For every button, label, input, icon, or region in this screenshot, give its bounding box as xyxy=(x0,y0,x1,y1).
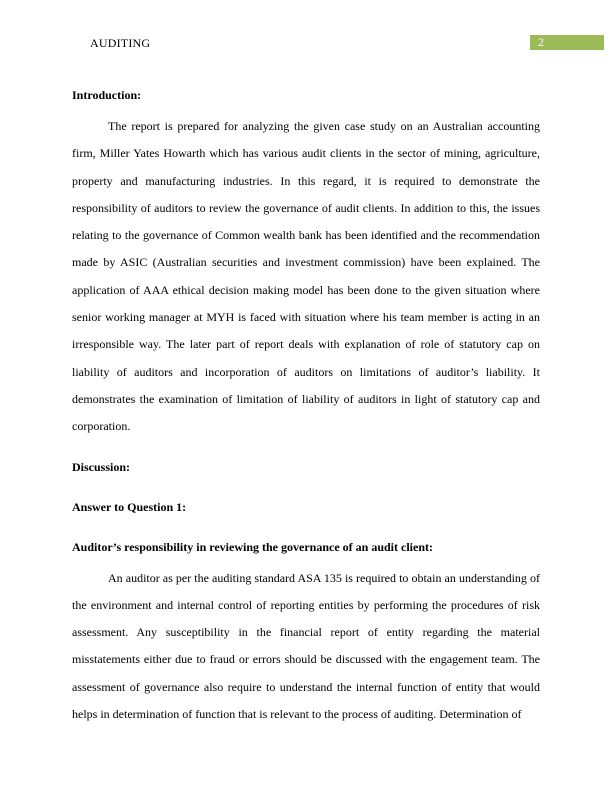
introduction-heading: Introduction: xyxy=(72,88,142,102)
page-number-badge xyxy=(530,35,604,50)
introduction-paragraph: The report is prepared for analyzing the given case study on an Australian accounting firm, Miller Yates Howarth which has various audit clients in the sector of mining, agriculture, property and manufacturing industries. In this regard, it is required to demonstrate the responsibility of auditors to review the governance of audit clients. In addition to this, the issues relating to the governance of Common wealth bank has been identified and the recommendation made by ASIC (Australian securities and investment commission) have been explained. The application of AAA ethical decision making model has been done to the given situation where senior working manager at MYH is faced with situation where his team member is acting in an irresponsible way. The later part of report deals with explanation of role of statutory cap on liability of auditors and incorporation of auditors on limitations of auditor’s liability. It demonstrates the examination of limitation of liability of auditors in light of statutory cap and corporation. xyxy=(72,119,540,434)
question-heading: Answer to Question 1: xyxy=(72,499,187,514)
answer-paragraph: An auditor as per the auditing standard ASA 135 is required to obtain an understanding of the environment and internal control of reporting entities by performing the procedures of risk assessment. Any susceptibility in the financial report of entity regarding the material misstatements either due to fraud or errors should be discussed with the engagement team. The assessment of governance also require to understand the internal function of entity that would helps in determination of function that is relevant to the process of auditing. Determination of xyxy=(72,570,540,722)
page-number: 2 xyxy=(538,35,544,49)
document-body xyxy=(72,82,540,728)
responsibility-subheading: Auditor’s responsibility in reviewing the governance of an audit client: xyxy=(72,539,433,554)
discussion-heading: Discussion: xyxy=(72,459,131,474)
running-header-title: AUDITING xyxy=(90,36,151,50)
